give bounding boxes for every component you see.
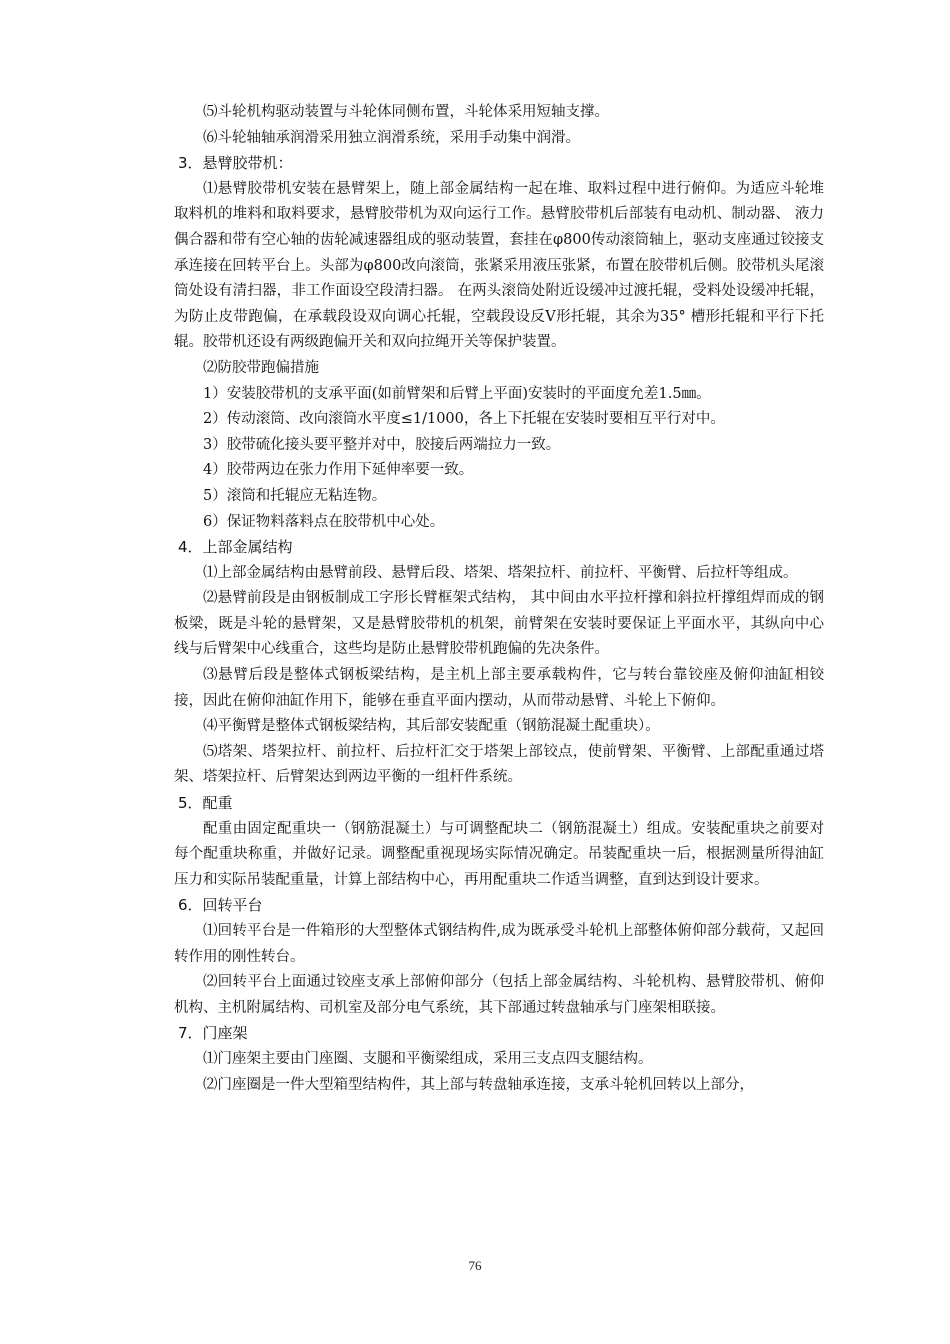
paragraph: ⑴回转平台是一件箱形的大型整体式钢结构件,成为既承受斗轮机上部整体俯仰部分载荷，又起回转作用的刚性转台。 <box>174 923 824 965</box>
paragraph: 配重由固定配重块一（钢筋混凝土）与可调整配块二（钢筋混凝土）组成。安装配重块之前要对每个配重块称重，并做好记录。调整配重视现场实际情况确定。吊装配重块一后，根据测量所得油缸压力和实际吊装配重量，计算上部结构中心，再用配重块二作适当调整，直到达到设计要求。 <box>174 820 824 888</box>
section-heading: 4．上部金属结构 <box>178 538 293 557</box>
paragraph: ⑵门座圈是一件大型箱型结构件，其上部与转盘轴承连接，支承斗轮机回转以上部分， <box>203 1076 754 1093</box>
paragraph: ⑴上部金属结构由悬臂前段、悬臂后段、塔架、塔架拉杆、前拉杆、平衡臂、后拉杆等组成。 <box>203 564 798 581</box>
paragraph: ⑵回转平台上面通过铰座支承上部俯仰部分（包括上部金属结构、斗轮机构、悬臂胶带机、俯仰机构、主机附属结构、司机室及部分电气系统，其下部通过转盘轴承与门座架相联接。 <box>174 974 824 1016</box>
list-item: 4）胶带两边在张力作用下延伸率要一致。 <box>203 462 474 479</box>
list-item: 2）传动滚筒、改向滚筒水平度≤1/1000，各上下托辊在安装时要相互平行对中。 <box>203 411 725 428</box>
list-item: 6）保证物料落料点在胶带机中心处。 <box>203 513 445 530</box>
paragraph: ⑸斗轮机构驱动装置与斗轮体同侧布置，斗轮体采用短轴支撑。 <box>203 104 609 120</box>
paragraph: ⑵悬臂前段是由钢板制成工字形长臂框架式结构， 其中间由水平拉杆撑和斜拉杆撑组焊而成的钢板梁，既是斗轮的悬臂架，又是悬臂胶带机的机架，前臂架在安装时要保证上平面水平，其纵向中心线与后臂架中心线重合，这些均是防止悬臂胶带机跑偏的先决条件。 <box>174 590 824 658</box>
section-heading: 3．悬臂胶带机： <box>178 154 293 173</box>
paragraph: ⑶悬臂后段是整体式钢板梁结构，是主机上部主要承载构件，它与转台靠铰座及俯仰油缸相铰接，因此在俯仰油缸作用下，能够在垂直平面内摆动，从而带动悬臂、斗轮上下俯仰。 <box>174 667 824 709</box>
page-number: 76 <box>468 1258 482 1273</box>
paragraph: ⑴悬臂胶带机安装在悬臂架上，随上部金属结构一起在堆、取料过程中进行俯仰。为适应斗轮堆取料机的堆料和取料要求，悬臂胶带机为双向运行工作。悬臂胶带机后部装有电动机、制动器、 液力偶合器和带有空心轴的齿轮减速器组成的驱动装置，套挂在φ800传动滚筒轴上，驱动支座通过铰接支承连接在回转平台上。头部为φ800改向滚筒，张紧采用液压张紧，布置在胶带机后侧。胶带机头尾滚筒处设有清扫器，非工作面设空段清扫器。 在两头滚筒处附近设缓冲过渡托辊，受料处设缓冲托辊， 为防止皮带跑偏，在承载段设双向调心托辊，空载段设反V形托辊，其余为35° 槽形托辊和平行下托辊。胶带机还设有两级跑偏开关和双向拉绳开关等保护装置。 <box>174 180 824 351</box>
paragraph: ⑹斗轮轴轴承润滑采用独立润滑系统，采用手动集中润滑。 <box>203 129 580 146</box>
section-heading: 6．回转平台 <box>178 896 263 915</box>
paragraph: ⑸塔架、塔架拉杆、前拉杆、后拉杆汇交于塔架上部铰点，使前臂架、平衡臂、上部配重通过塔架、塔架拉杆、后臂架达到两边平衡的一组杆件系统。 <box>174 743 824 786</box>
paragraph: ⑴门座架主要由门座圈、支腿和平衡梁组成，采用三支点四支腿结构。 <box>203 1050 653 1067</box>
list-item: 5）滚筒和托辊应无粘连物。 <box>203 487 387 504</box>
paragraph: ⑵防胶带跑偏措施 <box>203 359 319 376</box>
document-body <box>174 100 824 1098</box>
paragraph: ⑷平衡臂是整体式钢板梁结构，其后部安装配重（钢筋混凝土配重块）。 <box>203 718 660 735</box>
section-heading: 5．配重 <box>178 794 233 813</box>
list-item: 3）胶带硫化接头要平整并对中，胶接后两端拉力一致。 <box>203 436 561 453</box>
section-heading: 7．门座架 <box>178 1024 248 1043</box>
list-item: 1）安装胶带机的支承平面(如前臂架和后臂上平面)安装时的平面度允差1.5㎜。 <box>203 385 711 402</box>
